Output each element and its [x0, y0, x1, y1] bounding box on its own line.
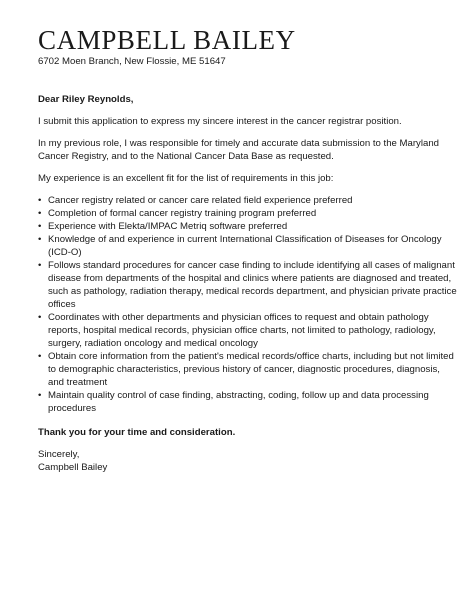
bullet-icon: •: [38, 208, 42, 219]
thanks-block: [38, 426, 458, 439]
letter-body: [38, 93, 458, 474]
list-item-text: Coordinates with other departments and physician offices to request and obtain pathology reports, hospital medical records, physician office charts, not limited to pathology, radiology, surgery, radiation oncology and medical oncology: [48, 312, 436, 349]
list-item: [38, 350, 458, 389]
signature: Campbell Bailey: [38, 462, 108, 473]
experience-paragraph: In my previous role, I was responsible for timely and accurate data submission to the Maryland Cancer Registry, and to the National Cancer Data Base as requested.: [38, 138, 439, 162]
bullet-icon: •: [38, 312, 42, 323]
salutation: Dear Riley Reynolds,: [38, 94, 134, 105]
bullet-icon: •: [38, 351, 42, 362]
bullet-icon: •: [38, 221, 42, 232]
bullet-icon: •: [38, 234, 42, 245]
list-item-text: Experience with Elekta/IMPAC Metriq software preferred: [48, 221, 288, 232]
requirements-list: [38, 194, 458, 415]
bullet-icon: •: [38, 195, 42, 206]
list-item: [38, 259, 458, 311]
closing-block: [38, 448, 458, 474]
list-item: [38, 389, 458, 415]
thanks-line: Thank you for your time and consideration.: [38, 427, 236, 438]
closing-line: Sincerely,: [38, 449, 80, 460]
list-item: [38, 311, 458, 350]
requirements-intro: My experience is an excellent fit for the list of requirements in this job:: [38, 173, 334, 184]
bullet-icon: •: [38, 390, 42, 401]
list-item-text: Knowledge of and experience in current International Classification of Diseases for Oncology (ICD-O): [48, 234, 442, 258]
intro-paragraph: I submit this application to express my sincere interest in the cancer registrar position.: [38, 116, 402, 127]
list-item-text: Completion of formal cancer registry training program preferred: [48, 208, 317, 219]
bullet-icon: •: [38, 260, 42, 271]
list-item: [38, 220, 458, 233]
list-item-text: Cancer registry related or cancer care related field experience preferred: [48, 195, 353, 206]
list-item: [38, 207, 458, 220]
list-item: [38, 194, 458, 207]
list-item-text: Follows standard procedures for cancer case finding to include identifying all cases of malignant disease from departments of the hospital and clinics where patients are diagnosed and treated, such as pathology, radiation therapy, medical records department, and physician private practice offices: [48, 260, 457, 310]
list-item-text: Obtain core information from the patient's medical records/office charts, including but not limited to demographic characteristics, previous history of cancer, diagnostic procedures, diagnosis, and treatment: [48, 351, 454, 388]
applicant-name: CAMPBELL BAILEY: [38, 25, 296, 55]
list-item: [38, 233, 458, 259]
applicant-address: 6702 Moen Branch, New Flossie, ME 51647: [38, 56, 226, 67]
list-item-text: Maintain quality control of case finding, abstracting, coding, follow up and data processing procedures: [48, 390, 429, 414]
